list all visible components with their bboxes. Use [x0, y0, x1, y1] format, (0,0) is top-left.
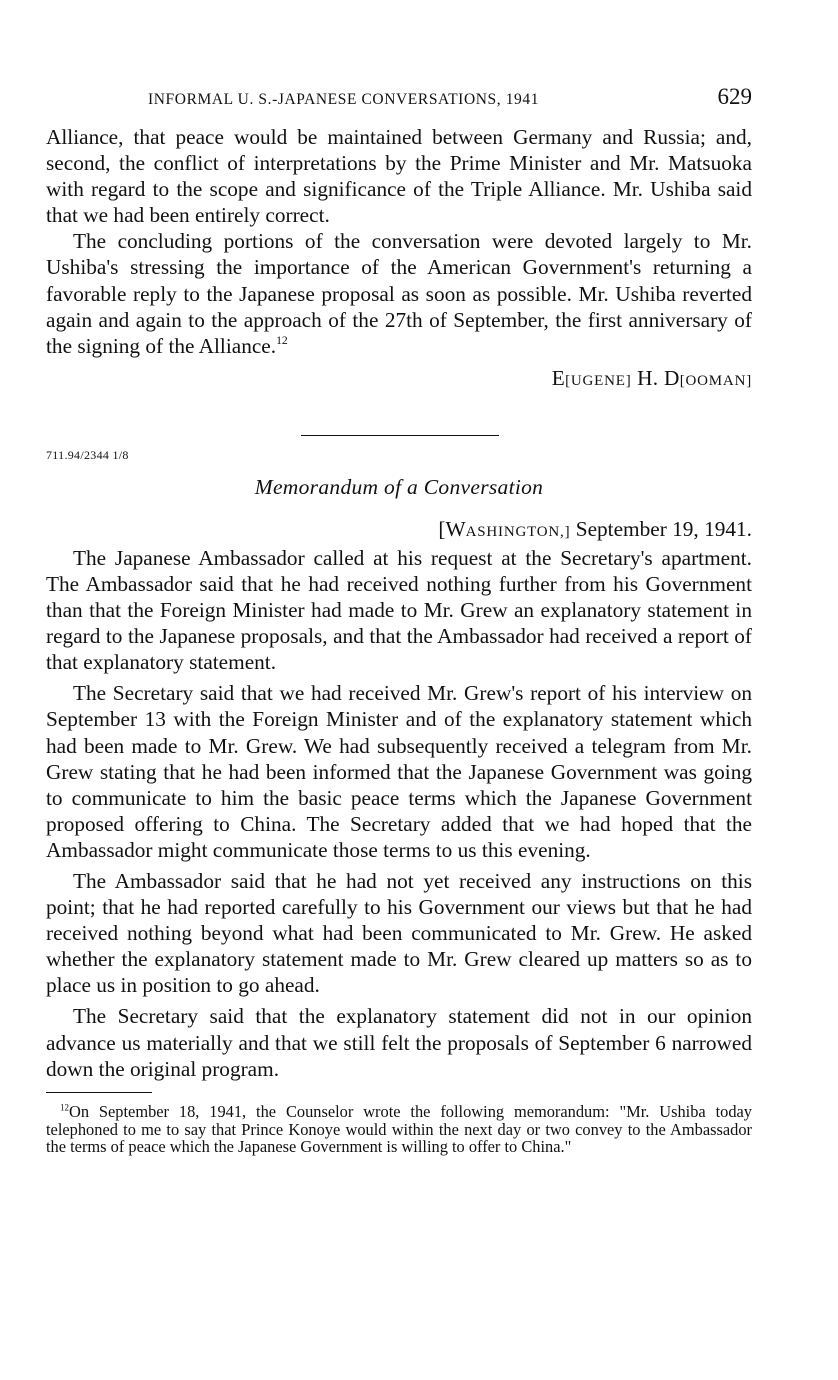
- concluding-paragraph-text: The concluding portions of the conversation were devoted largely to Mr. Ushiba's stressing the importance of the American Government's returning a favorable reply to the Japanese proposal as soon as possible. Mr. Ushiba reverted again and again to the approach of the 27th of September, the first anniversary of the signing of the Alliance.: [46, 229, 752, 358]
- memo-date: September 19, 1941.: [570, 516, 752, 541]
- footnote-reference: 12: [276, 333, 288, 347]
- signature-bracket-ooman: [OOMAN]: [679, 372, 752, 389]
- memo-paragraph-3: The Ambassador said that he had not yet received any instructions on this point; that he had reported carefully to his Government our views but that he had received nothing beyond what had been communicated to Mr. Grew. He asked whether the explanatory statement made to Mr. Grew cleared up matters so as to place us in position to go ahead.: [46, 868, 752, 998]
- memo-paragraph-4: The Secretary said that the explanatory statement did not in our opinion advance us materially and that we still felt the proposals of September 6 narrowed down the original program.: [46, 1004, 752, 1081]
- memo-paragraph-2: The Secretary said that we had received Mr. Grew's report of his interview on September 13 with the Foreign Minister and of the explanatory statement which had been made to Mr. Grew. We had subsequently received a telegram from Mr. Grew stating that he had been informed that the Japanese Government was going to communicate to him the basic peace terms which the Japanese Government proposed offering to China. The Secretary added that we had hoped that the Ambassador might communicate those terms to us this evening.: [46, 681, 752, 862]
- footnote-number: 12: [60, 1101, 69, 1112]
- footnote: [46, 1103, 752, 1156]
- document-page: [46, 84, 752, 1156]
- file-number: 711.94/2344 1/8: [46, 447, 129, 462]
- running-head: [46, 84, 752, 124]
- page-number: 629: [717, 84, 752, 109]
- place-initial: [W: [438, 516, 466, 541]
- memo-paragraph-1: The Japanese Ambassador called at his request at the Secretary's apartment. The Ambassador said that he had received nothing further from his Government than that the Foreign Minister had made to Mr. Grew an explanatory statement in regard to the Japanese proposals, and that the Ambassador had received a report of that explanatory statement.: [46, 545, 752, 675]
- signature-initial-e: E: [551, 365, 566, 390]
- signature-bracket-ugene: [UGENE]: [565, 372, 632, 389]
- running-head-title: INFORMAL U. S.-JAPANESE CONVERSATIONS, 1941: [148, 91, 540, 108]
- signature: [46, 365, 752, 394]
- continued-paragraph: Alliance, that peace would be maintained between Germany and Russia; and, second, the conflict of interpretations by the Prime Minister and Mr. Matsuoka with regard to the scope and significance of the Triple Alliance. Mr. Ushiba said that we had been entirely correct.: [46, 125, 752, 228]
- section-divider: [301, 435, 499, 436]
- place-and-date: [46, 516, 752, 545]
- footnote-rule: [46, 1092, 152, 1093]
- concluding-paragraph: [46, 228, 752, 358]
- footnote-text: On September 18, 1941, the Counselor wrote the following memorandum: "Mr. Ushiba today telephoned to me to say that Prince Konoye would within the next day or two convey to the Ambassador the terms of peace which the Japanese Government is willing to offer to China.": [46, 1101, 752, 1157]
- memorandum-title: Memorandum of a Conversation: [254, 474, 544, 499]
- place-name: ASHINGTON,]: [465, 523, 571, 540]
- signature-middle: H. D: [631, 365, 680, 390]
